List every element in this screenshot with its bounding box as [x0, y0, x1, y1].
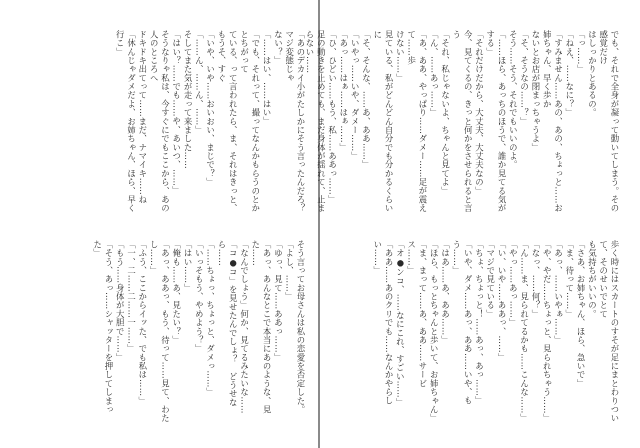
text-line: 「あのデカイ小がたしかにそう言ったんだろ？ マジ変態じゃ: [284, 30, 306, 222]
text-line: 「あっ、あんなとこで本当にあのような、見た……: [250, 240, 273, 414]
left-page-upper-text: [22, 30, 306, 222]
text-line: 歩く時にはスカートのすそが足にまとわりついて、そのせいでとて: [598, 240, 620, 423]
text-line: そう……そう、それでもいいのよ。: [508, 30, 519, 170]
text-line: 「ま、まって……あ、ああ……サービ: [417, 240, 428, 388]
text-line: でも、それで全身が凝って動いてしまう。その感覚だけ: [598, 30, 620, 213]
text-line: 「や、やだ……ちょっと、見られちゃう……」: [542, 240, 553, 423]
text-line: ス……」: [406, 240, 417, 275]
text-line: ないとお店が閉まっちゃうよ」: [530, 30, 541, 152]
text-line: 「そ、そうなの……？」: [519, 30, 530, 126]
text-line: 「やっ……あっ……」: [508, 240, 519, 327]
text-line: 「なっ、……何？」: [530, 240, 541, 319]
text-line: 「コ●コ」を見せたんでしょ？ どうせなら……: [216, 240, 239, 407]
text-line: 「……はい、……はい」: [262, 30, 273, 126]
text-line: 「すみません……あの、あの、ちょっと……お姉ちゃん、早く歩か: [542, 30, 564, 213]
text-line: 「いや、ダメ……あっ、ああ……いや、もう……」: [451, 240, 474, 406]
text-line: 「一、二……二……一……」: [126, 240, 137, 353]
text-line: 「いやっ……いや、ダメー……」: [350, 30, 361, 161]
text-line: 「ん……ま、見られてるかも……こんな……」: [519, 240, 530, 423]
text-line: 足の動きを止めても、まだ身体が揺れて、止まらない……: [304, 30, 327, 213]
text-line: 「俺も……あ、見たい？」: [171, 240, 182, 345]
text-line: 「ひ、ひどい……もう、私……ああっ……」: [327, 30, 338, 204]
text-line: 「さあ、お姉ちゃん、ほら、急いで」: [576, 240, 587, 388]
text-line: 「ゆっ、見て……ああっ……」: [273, 240, 284, 362]
text-line: 「休んじゃダメだよ、お姉ちゃん、ほら、早く行こ」: [115, 30, 137, 213]
text-line: 「ねえ、……なに？」: [564, 30, 575, 117]
text-line: けない……」: [395, 30, 406, 83]
text-line: 「……ほら、あっちのほうで、誰か見てる気がする」: [485, 30, 508, 213]
text-line: 今、見てくるの、きっと何かをさせられると言う: [451, 30, 474, 213]
text-line: 「はあ……あ、ああ……」: [440, 240, 451, 345]
text-line: そしてまた気が走って来ました……: [183, 30, 194, 170]
text-line: 「マジで見ている」: [485, 240, 496, 319]
text-line: 「っ……」: [576, 30, 587, 74]
text-line: 「あっ……はぁ……はぁ……」: [338, 30, 349, 152]
text-line: も気持ちがいいの。: [587, 240, 598, 319]
text-line: ない？」: [273, 30, 284, 65]
text-line: 「それ、私じゃないよ、ちゃんと見てよ」: [440, 30, 451, 196]
text-line: 「ん、……あっ……」: [429, 30, 440, 117]
text-line: ドキドキ出てって……まだ、ナマイキ……ね: [137, 30, 148, 204]
text-line: 「ちょ、ちょっと！……あっ、あっ……」: [474, 240, 485, 406]
text-line: 「オ●ンコ、……なにこれ、すごい……」: [395, 240, 406, 407]
right-page-upper-text: [304, 30, 620, 216]
left-page-lower-text: [22, 240, 306, 426]
right-page-lower-text: [336, 240, 620, 426]
text-line: 「なんでしょう」何か、見てるみたいな……: [239, 240, 250, 414]
text-line: 「でも、それって、撮ってなんかもらうのとかとちがって: [239, 30, 261, 213]
text-line: 「あっ、……いやぁ……」: [553, 240, 564, 345]
text-line: ている、って言われたら、ま、それはきっと、もうそ、すぐ: [216, 30, 239, 213]
text-line: 「あっ、ああっ、もう、待って……見て、わたし……」: [149, 240, 171, 423]
right-page: [304, 0, 640, 448]
text-line: 「そ、そんな、……あ、ああ……」: [361, 30, 372, 169]
text-line: 「いっそもう、やめよう？」: [194, 240, 205, 353]
text-line: 「あ、ああ、やっぱり……ダメー……足が震えて……歩: [406, 30, 428, 213]
text-line: 「……ん、……ん、……」: [194, 30, 205, 135]
text-line: 「もう……身体が大胆で……」: [115, 240, 126, 362]
text-line: 見ている、私がどんどん自分でも分かるくらいに: [372, 30, 395, 213]
text-line: 「ふう、ここからイッた、でも私は……」: [137, 240, 148, 406]
text-line: 「ああ……あのクリでも……なんかやらしい……」: [372, 240, 395, 406]
text-line: 「ほら、もっとちゃんと歩いて、お姉ちゃん」: [429, 240, 440, 423]
text-line: そうなりゃ私は、今すぐにでもここから、あの人のところへ: [149, 30, 171, 213]
text-line: 「よし、……」: [284, 240, 295, 301]
text-line: そう言ってお母さんは私の恋愛を否定した。: [296, 240, 306, 414]
text-line: 「はい……」: [183, 240, 194, 293]
text-line: 「……ちょっ、ちょっと、ダメっ……」: [205, 240, 216, 397]
text-line: 「いや、いや……おいおい、まじで？」: [205, 30, 216, 187]
text-line: 「そう、あっ……シャッターを押してしまった」: [92, 240, 114, 414]
left-page: [0, 0, 318, 448]
text-line: はしっかりとあるの。: [587, 30, 598, 117]
text-line: 「い、いや……ああっ、……」: [497, 240, 508, 362]
text-line: 「ま、待って……」: [564, 240, 575, 319]
text-line: 「はい？……でも……や、あいつ、……」: [171, 30, 182, 196]
text-line: 「それだけだから、大丈夫、大丈夫なの」: [474, 30, 485, 196]
